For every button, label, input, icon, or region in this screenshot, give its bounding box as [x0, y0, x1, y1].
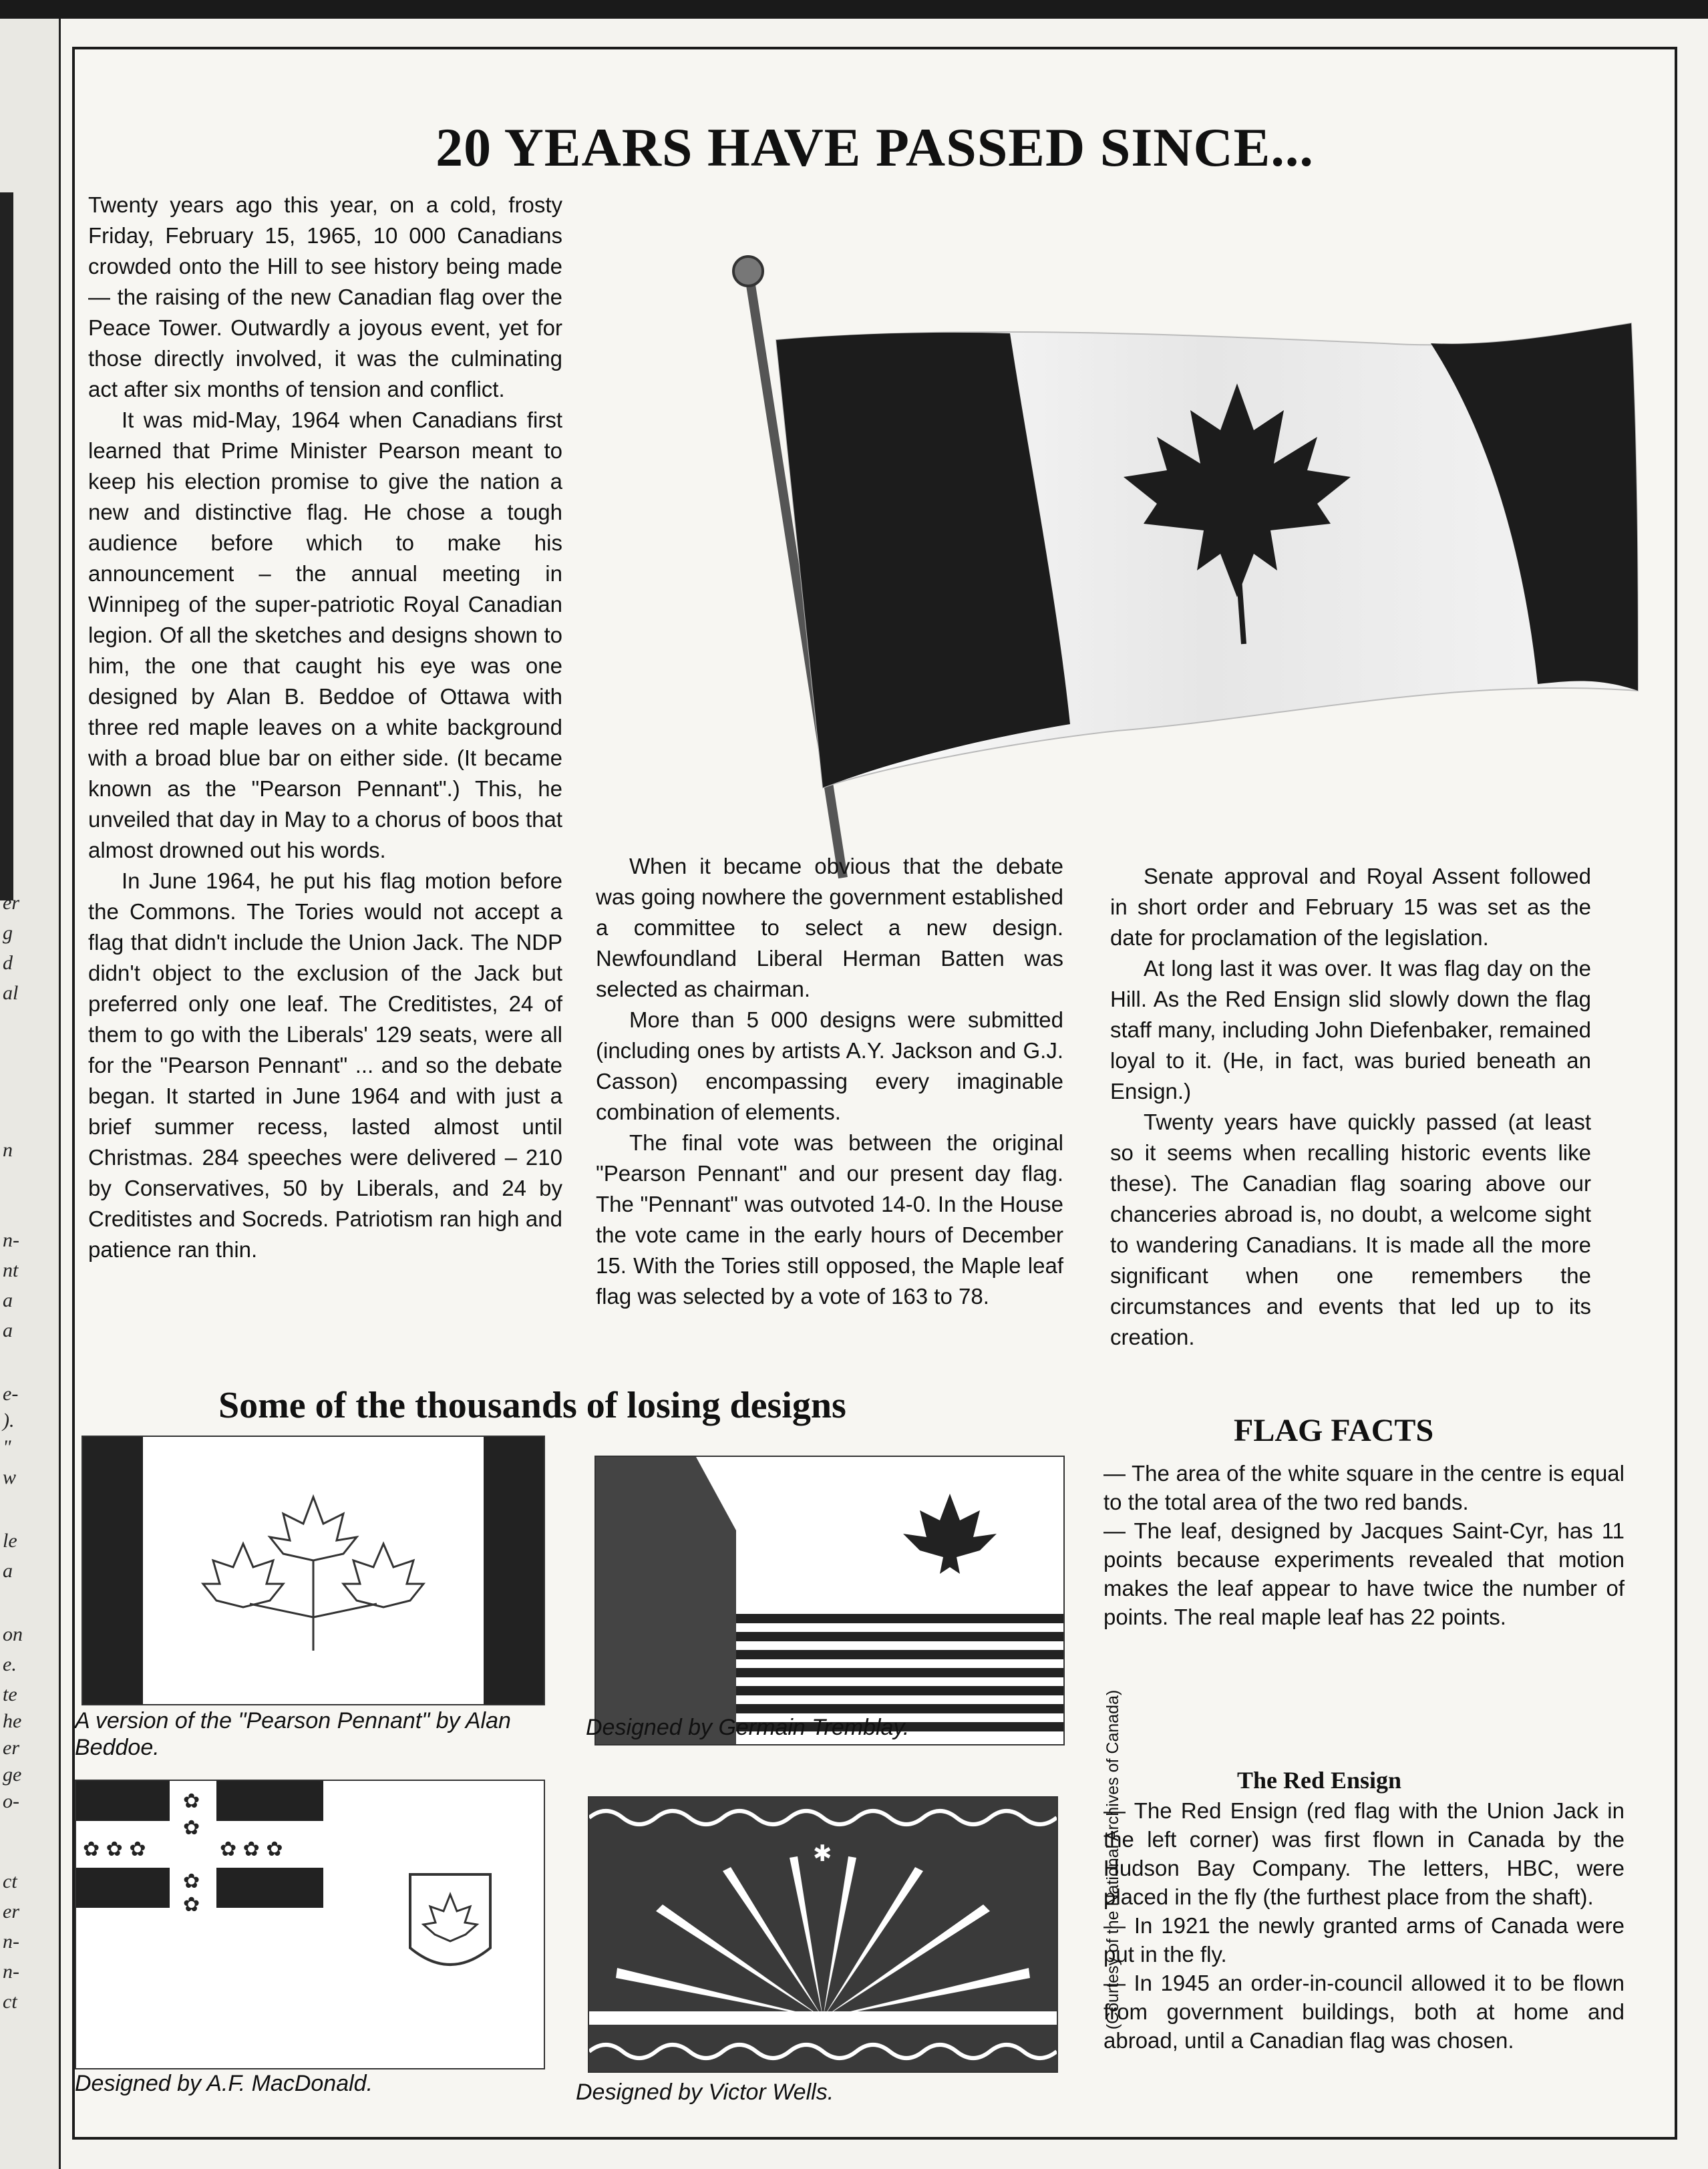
margin-fragment: ct	[3, 1870, 17, 1892]
fact-item: — In 1921 the newly granted arms of Canada were put in the fly.	[1103, 1913, 1625, 1967]
margin-fragment: "	[3, 1436, 11, 1458]
fact-item: — The area of the white square in the centre is equal to the total area of the two red bands.	[1103, 1461, 1625, 1514]
article-column-1	[88, 190, 562, 1265]
paragraph: In June 1964, he put his flag motion before the Commons. The Tories would not accept a flag that didn't include the Union Jack. The NDP didn't object to the exclusion of the Jack but preferred only one leaf. The Creditistes, 24 of them to go with the Liberals' 129 seats, were all for the "Pearson Pennant" ... and so the debate began. It started in June 1964 and with just a brief summer recess, lasted almost until Christmas. 284 speeches were delivered – 210 by Conservatives, 50 by Liberals, and 24 by Creditistes and Socreds. Patriotism ran high and patience ran thin.	[88, 868, 562, 1262]
margin-fragment: ).	[3, 1409, 15, 1432]
pearson-pennant-design	[81, 1436, 545, 1705]
margin-fragment: n	[3, 1139, 13, 1161]
margin-fragment: te	[3, 1683, 17, 1705]
macdonald-design-image	[76, 1781, 544, 2068]
margin-fragment: he	[3, 1710, 22, 1732]
margin-fragment: e-	[3, 1383, 19, 1405]
svg-text:✿: ✿	[183, 1816, 200, 1840]
margin-fragment: ge	[3, 1764, 22, 1786]
star-icon: ✱	[813, 1840, 832, 1867]
caption-tremblay: Designed by Germain Tremblay.	[586, 1715, 910, 1740]
tremblay-design-image	[596, 1457, 1063, 1744]
macdonald-design	[75, 1780, 545, 2069]
margin-fragment: a	[3, 1560, 13, 1582]
margin-fragment: on	[3, 1623, 23, 1645]
canadian-flag-photo	[649, 183, 1651, 891]
margin-fragment: n-	[3, 1961, 19, 1983]
fact-item: — The leaf, designed by Jacques Saint-Cyr, has 11 points because experiments revealed that motion makes the leaf appear to have twice the number of points. The real maple leaf has 22 points.	[1103, 1518, 1625, 1629]
paragraph: Twenty years have quickly passed (at least so it seems when recalling historic events like these). The Canadian flag soaring above our chanceries abroad is, no doubt, a welcome sight to wandering Canadians. It is made all the more significant when one remembers the circumstances and events that led up to its creation.	[1110, 1110, 1591, 1349]
adjacent-page-strip	[0, 19, 61, 2169]
paragraph: When it became obvious that the debate was going nowhere the government established a committee to select a new design. Newfoundland Liberal Herman Batten was selected as chairman.	[596, 854, 1063, 1001]
paragraph: It was mid-May, 1964 when Canadians first learned that Prime Minister Pearson meant to keep his election promise to give the nation a new and distinctive flag. He chose a tough audience before which to make his announcement – the annual meeting in Winnipeg of the super-patriotic Royal Canadian legion. Of all the sketches and designs shown to him, the one that caught his eye was one designed by Alan B. Beddoe of Ottawa with three red maple leaves on a white background with a broad blue bar on either side. (It became known as the "Pearson Pennant".) This, he unveiled that day in May to a chorus of boos that almost drowned out his words.	[88, 407, 562, 862]
red-ensign-list	[1103, 1796, 1625, 2055]
flag-facts-title: FLAG FACTS	[1234, 1413, 1434, 1448]
waving-maple-leaf-flag-image	[649, 183, 1651, 891]
margin-fragment: er	[3, 892, 19, 914]
margin-fragment: le	[3, 1530, 17, 1552]
fact-item: — The Red Ensign (red flag with the Union Jack in the left corner) was first flown in Canada by the Hudson Bay Company. The letters, HBC, were placed in the fly (the furthest place from the shaft).	[1103, 1798, 1625, 1909]
margin-fragment: g	[3, 922, 13, 944]
margin-fragment: n-	[3, 1229, 19, 1251]
svg-text:✿: ✿	[183, 1790, 200, 1813]
adjacent-page-image-edge	[0, 192, 13, 900]
shield-icon	[410, 1874, 490, 1965]
margin-fragment: er	[3, 1900, 19, 1923]
article-column-3	[1110, 861, 1591, 1353]
svg-text:✿: ✿	[183, 1870, 200, 1893]
red-ensign-title: The Red Ensign	[1237, 1767, 1402, 1794]
maple-leaf-icon	[903, 1494, 997, 1574]
photo-credit: (Courtesy of the National Archives of Canada)	[1103, 1689, 1122, 2030]
flag-facts-list	[1103, 1459, 1625, 1631]
caption-macdonald: Designed by A.F. MacDonald.	[75, 2071, 373, 2096]
margin-fragment: e.	[3, 1653, 17, 1675]
paragraph: Senate approval and Royal Assent followed in short order and February 15 was set as the date for proclamation of the legislation.	[1110, 864, 1591, 950]
article-page	[72, 47, 1677, 2140]
margin-fragment: a	[3, 1319, 13, 1341]
pearson-pennant-image	[83, 1437, 544, 1704]
fact-item: — In 1945 an order-in-council allowed it to be flown from government buildings, both at home and abroad, until a Canadian flag was chosen.	[1103, 1971, 1625, 2053]
article-column-2	[596, 851, 1063, 1312]
tremblay-design	[594, 1456, 1065, 1745]
margin-fragment: al	[3, 982, 19, 1004]
paragraph: At long last it was over. It was flag day on the Hill. As the Red Ensign slid slowly down the flag staff many, including John Diefenbaker, remained loyal to it. (He, in fact, was buried beneath an Ensign.)	[1110, 956, 1591, 1104]
caption-wells: Designed by Victor Wells.	[576, 2079, 834, 2105]
wells-design	[588, 1796, 1058, 2073]
margin-fragment: o-	[3, 1790, 19, 1812]
paragraph: The final vote was between the original "Pearson Pennant" and our present day flag. The "Pennant" was outvoted 14-0. In the House the vote came in the early hours of December 15. With the Tories still opposed, the Maple leaf flag was selected by a vote of 163 to 78.	[596, 1130, 1063, 1309]
paragraph: More than 5 000 designs were submitted (including ones by artists A.Y. Jackson and G.J. Casson) encompassing every imaginable combination of elements.	[596, 1007, 1063, 1124]
margin-fragment: a	[3, 1289, 13, 1311]
paragraph: Twenty years ago this year, on a cold, frosty Friday, February 15, 1965, 10 000 Canadians crowded onto the Hill to see history being made — the raising of the new Canadian flag over the Peace Tower. Outwardly a joyous event, yet for those directly involved, it was the culminating act after six months of tension and conflict.	[88, 192, 562, 401]
pole-finial	[733, 257, 763, 286]
wells-design-image	[589, 1798, 1057, 2071]
margin-fragment: w	[3, 1466, 17, 1488]
losing-designs-title: Some of the thousands of losing designs	[218, 1385, 846, 1426]
svg-text:✿: ✿	[183, 1893, 200, 1916]
caption-pearson-pennant: A version of the "Pearson Pennant" by Alan Beddoe.	[75, 1708, 511, 1760]
headline: 20 YEARS HAVE PASSED SINCE...	[436, 117, 1314, 178]
top-edge-bar	[0, 0, 1708, 19]
margin-fragment: d	[3, 952, 13, 974]
margin-fragment: n-	[3, 1931, 19, 1953]
margin-fragment: er	[3, 1737, 19, 1759]
margin-fragment: nt	[3, 1259, 19, 1281]
svg-text:✿ ✿ ✿: ✿ ✿ ✿	[83, 1838, 146, 1861]
svg-text:✿ ✿ ✿: ✿ ✿ ✿	[220, 1838, 283, 1861]
margin-fragment: ct	[3, 1991, 17, 2013]
